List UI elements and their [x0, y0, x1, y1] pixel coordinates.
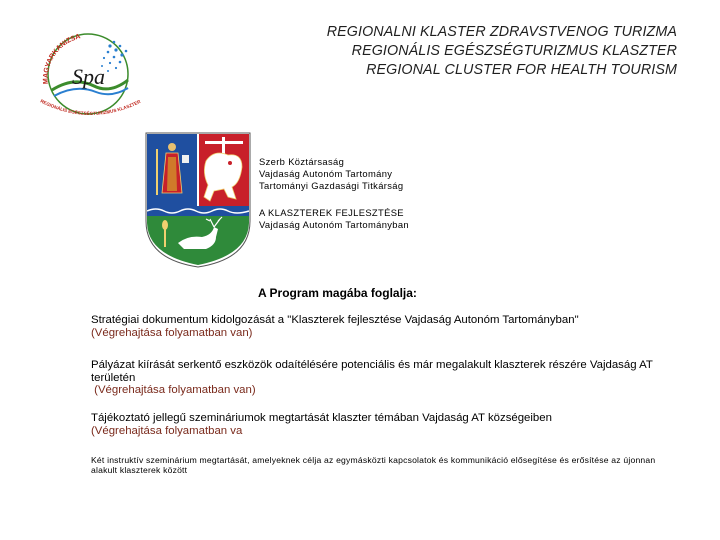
header-line-hungarian: REGIONÁLIS EGÉSZSÉGTURIZMUS KLASZTER	[351, 43, 677, 59]
list-item-text: Tájékoztató jellegű szemináriumok megtartását klaszter témában Vajdaság AT községeiben	[91, 412, 552, 424]
logo-script-text: Spa	[72, 64, 105, 89]
program-title: A Program magába foglalja:	[258, 286, 417, 300]
info-line-country: Szerb Köztársaság	[259, 156, 345, 167]
small-note: Két instruktív szeminárium megtartását, amelyeknek célja az egymásközti kapcsolatok és kommunikáció elősegítése és erősítése az újonnan alakult klaszterek között	[91, 455, 656, 475]
spa-cluster-logo	[30, 18, 150, 128]
header-line-english: REGIONAL CLUSTER FOR HEALTH TOURISM	[366, 62, 677, 78]
info-block	[259, 156, 409, 231]
info-line-province: Vajdaság Autonóm Tartomány	[259, 168, 393, 179]
info-gap	[259, 192, 409, 207]
list-item-status: (Végrehajtása folyamatban van)	[91, 384, 256, 396]
info-line-program-name: A KLASZTEREK FEJLESZTÉSE	[259, 207, 404, 218]
info-line-secretariat: Tartományi Gazdasági Titkárság	[259, 180, 404, 191]
list-item-text: Stratégiai dokumentum kidolgozását a "Klaszterek fejlesztése Vajdaság Autonóm Tartományban"	[91, 314, 579, 326]
logo-bottom-arc-text: REGIONÁLIS EGÉSZSÉGTURIZMUS KLASZTER	[39, 98, 142, 117]
list-item	[91, 314, 681, 339]
list-item-text: Pályázat kiírását serkentő eszközök odaítélésére potenciális és már megalakult klaszterek részére Vajdaság AT területén	[91, 359, 653, 384]
logo-top-arc-text: MAGYARKANIZSA	[42, 33, 82, 85]
list-item-status: (Végrehajtása folyamatban va	[91, 424, 243, 437]
list-item-status: (Végrehajtása folyamatban van)	[91, 326, 253, 339]
info-line-program-region: Vajdaság Autonóm Tartományban	[259, 219, 409, 230]
header-line-serbian: REGIONALNI KLASTER ZDRAVSTVENOG TURIZMA	[326, 24, 677, 40]
header	[327, 23, 677, 80]
list-item	[91, 359, 681, 397]
vojvodina-crest-icon	[144, 131, 252, 269]
list-item	[91, 412, 681, 437]
